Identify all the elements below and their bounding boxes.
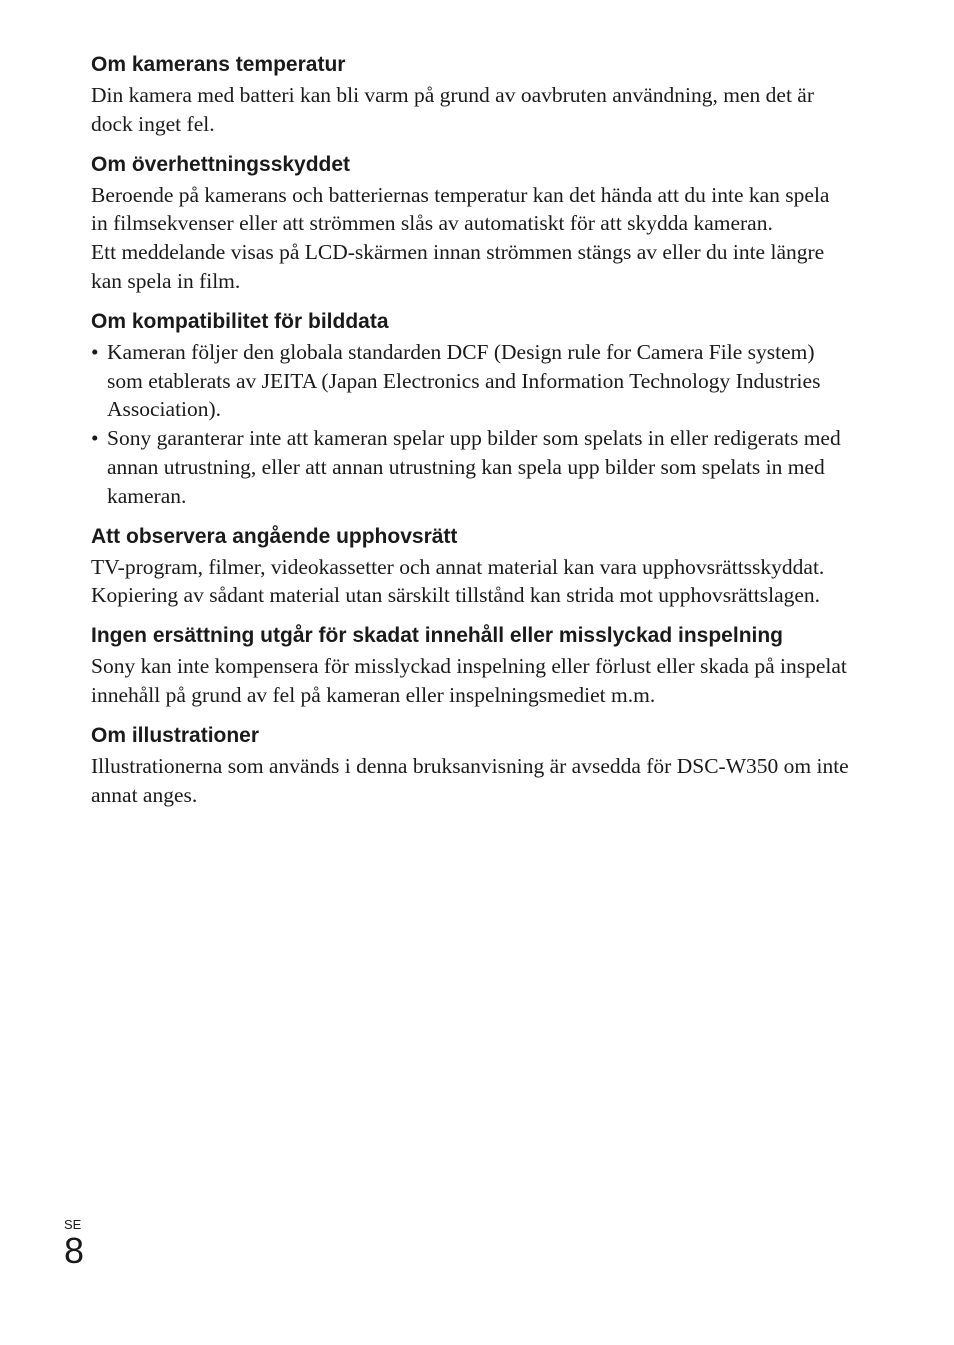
section-illustrations bbox=[91, 721, 851, 810]
section-paragraph: Illustrationerna som används i denna bruksanvisning är avsedda för DSC-W350 om inte annat anges. bbox=[91, 753, 849, 807]
section-heading: Ingen ersättning utgår för skadat innehåll eller misslyckad inspelning bbox=[91, 624, 784, 648]
bullet-text: Sony garanterar inte att kameran spelar upp bilder som spelats in eller redigerats med annan utrustning, eller att annan utrustning kan spela upp bilder som spelats in med kameran. bbox=[107, 426, 841, 508]
document-body bbox=[91, 50, 851, 809]
section-copyright bbox=[91, 522, 851, 611]
page-marker bbox=[64, 1218, 84, 1270]
section-paragraph: Sony kan inte kompensera för misslyckad inspelning eller förlust eller skada på inspelat innehåll på grund av fel på kameran eller inspelningsmediet m.m. bbox=[91, 654, 847, 707]
section-paragraph: TV-program, filmer, videokassetter och annat material kan vara upphovsrättsskyddat. Kopiering av sådant material utan särskilt tillstånd kan strida mot upphovsrättslagen. bbox=[91, 554, 825, 608]
section-camera-temperature bbox=[91, 50, 851, 139]
section-heading: Om överhettningsskyddet bbox=[91, 152, 351, 176]
bullet-text: Kameran följer den globala standarden DCF (Design rule for Camera File system) som etablerats av JEITA (Japan Electronics and Information Technology Industries Association). bbox=[107, 339, 821, 422]
section-paragraph: Din kamera med batteri kan bli varm på grund av oavbruten användning, men det är dock inget fel. bbox=[91, 83, 814, 136]
bullet-icon: • bbox=[91, 339, 99, 364]
section-paragraph: Ett meddelande visas på LCD-skärmen innan strömmen stängs av eller du inte längre kan spela in film. bbox=[91, 240, 825, 293]
page-number: 8 bbox=[64, 1230, 85, 1271]
section-heading: Att observera angående upphovsrätt bbox=[91, 524, 458, 548]
section-paragraph: Beroende på kamerans och batteriernas temperatur kan det hända att du inte kan spela in filmsekvenser eller att strömmen slås av automatiskt för att skydda kameran. bbox=[91, 182, 830, 236]
section-overheat-protection bbox=[91, 150, 851, 296]
page-language-code: SE bbox=[64, 1217, 82, 1232]
section-heading: Om kompatibilitet för bilddata bbox=[91, 309, 389, 333]
section-heading: Om kamerans temperatur bbox=[91, 53, 346, 76]
section-image-compatibility bbox=[91, 307, 851, 511]
bullet-icon: • bbox=[91, 426, 99, 451]
bullet-item bbox=[91, 338, 851, 424]
bullet-list bbox=[91, 338, 851, 511]
section-no-compensation bbox=[91, 621, 851, 710]
section-heading: Om illustrationer bbox=[91, 723, 260, 747]
bullet-item bbox=[91, 424, 851, 510]
